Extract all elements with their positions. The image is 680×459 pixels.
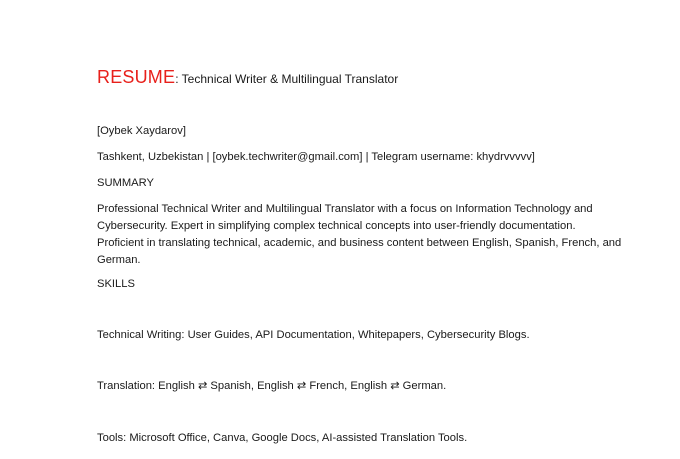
summary-heading: SUMMARY [97,177,154,189]
resume-title-subtitle: : Technical Writer & Multilingual Translator [175,72,399,86]
skill-item-technical-writing: Technical Writing: User Guides, API Documentation, Whitepapers, Cybersecurity Blogs. [97,329,530,341]
skills-heading: SKILLS [97,278,135,290]
contact-line: Tashkent, Uzbekistan | [oybek.techwriter@gmail.com] | Telegram username: khydrvvvvv] [97,151,535,163]
summary-text: Professional Technical Writer and Multilingual Translator with a focus on Information Technology and Cybersecurity. Expert in simplifying complex technical concepts into user-friendly documentation. Proficient in translating technical, academic, and business content between English, Spanish, French, and German. [97,203,622,266]
resume-title-word: RESUME [97,67,176,87]
skill-item-tools: Tools: Microsoft Office, Canva, Google Docs, AI-assisted Translation Tools. [97,432,468,444]
candidate-name: [Oybek Xaydarov] [97,125,186,137]
skill-item-translation: Translation: English ⇄ Spanish, English ⇄ French, English ⇄ German. [97,380,447,392]
resume-title [97,66,398,90]
